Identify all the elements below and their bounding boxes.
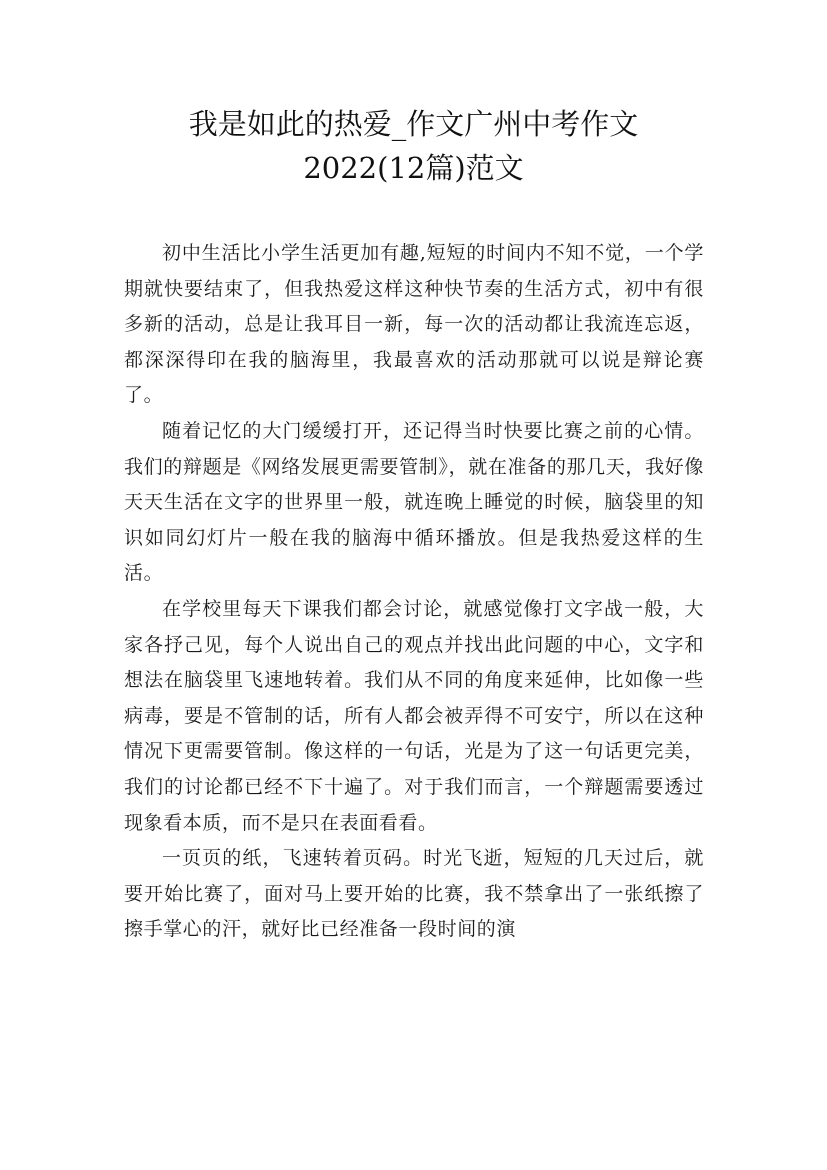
paragraph-2: 随着记忆的大门缓缓打开，还记得当时快要比赛之前的心情。我们的辩题是《网络发展更需要管制》，就在准备的那几天，我好像天天生活在文字的世界里一般，就连晚上睡觉的时候，脑袋里的知识如同幻灯片一般在我的脑海中循环播放。但是我热爱这样的生活。 [124,419,704,585]
paragraph-1: 初中生活比小学生活更加有趣,短短的时间内不知不觉，一个学期就快要结束了，但我热爱这样这种快节奏的生活方式，初中有很多新的活动，总是让我耳目一新，每一次的活动都让我流连忘返，都深深得印在我的脑海里，我最喜欢的活动那就可以说是辩论赛了。 [124,242,704,407]
document-title-line-2: 2022(12篇)范文 [303,151,524,185]
paragraph-4: 一页页的纸，飞速转着页码。时光飞逝，短短的几天过后，就要开始比赛了，面对马上要开始的比赛，我不禁拿出了一张纸擦了擦手掌心的汗，就好比已经准备一段时间的演 [124,847,704,941]
document-title-line-1: 我是如此的热爱_作文广州中考作文 [188,107,639,141]
paragraph-3: 在学校里每天下课我们都会讨论，就感觉像打文字战一般，大家各抒己见，每个人说出自己的观点并找出此问题的中心，文字和想法在脑袋里飞速地转着。我们从不同的角度来延伸，比如像一些病毒，要是不管制的话，所有人都会被弄得不可安宁，所以在这种情况下更需要管制。像这样的一句话，光是为了这一句话更完美，我们的讨论都已经不下十遍了。对于我们而言，一个辩题需要透过现象看本质，而不是只在表面看看。 [124,597,704,834]
document-body [124,236,704,948]
